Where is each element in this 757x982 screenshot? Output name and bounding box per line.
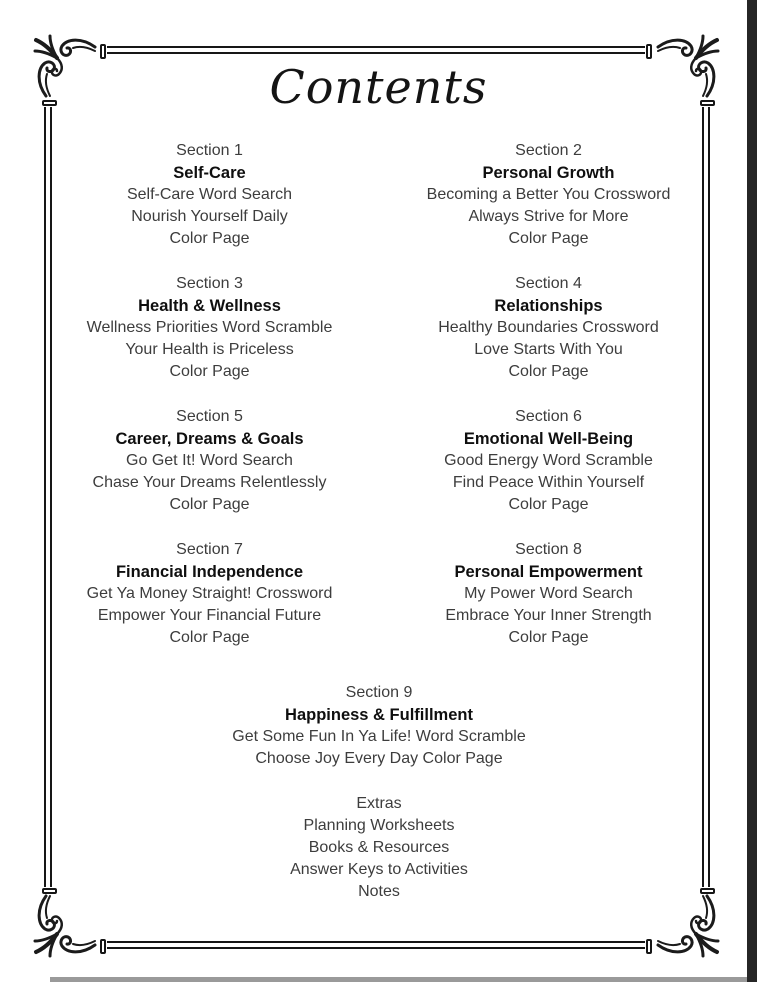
section-label: Section 9 [345,684,413,701]
section-block-9 [40,682,718,770]
section-title: Relationships [494,297,603,315]
toc-item: Color Page [169,230,250,247]
toc-item: Self-Care Word Search [126,186,293,203]
frame-rod-top [107,46,645,54]
toc-item: Healthy Boundaries Crossword [438,319,659,336]
section-title: Personal Empowerment [454,563,643,581]
toc-item: Good Energy Word Scramble [444,452,653,469]
page-edge-bottom [50,977,757,982]
toc-item: Color Page [508,496,589,513]
section-label: Section 3 [176,275,243,292]
toc-item: Wellness Priorities Word Scramble [86,319,333,336]
section-block-7 [40,539,379,649]
section-title: Career, Dreams & Goals [115,430,304,448]
extras-label: Extras [356,795,402,812]
section-block-8 [379,539,718,649]
table-of-contents [40,140,718,903]
page-edge-right [747,0,757,982]
toc-item: Notes [358,883,400,900]
toc-item: Love Starts With You [474,341,623,358]
section-label: Section 4 [515,275,582,292]
toc-item: Get Ya Money Straight! Crossword [86,585,333,602]
section-label: Section 5 [176,408,243,425]
section-block-2 [379,140,718,250]
toc-item: Color Page [508,230,589,247]
toc-item: Color Page [508,629,589,646]
toc-item: Choose Joy Every Day Color Page [255,750,503,767]
toc-item: Color Page [508,363,589,380]
toc-item: Color Page [169,496,250,513]
toc-item: Chase Your Dreams Relentlessly [92,474,327,491]
toc-item: Planning Worksheets [303,817,455,834]
frame-rod-bottom [107,941,645,949]
toc-item: Go Get It! Word Search [126,452,293,469]
section-block-3 [40,273,379,383]
section-block-5 [40,406,379,516]
page-title: Contents [269,60,488,114]
section-title: Emotional Well-Being [463,430,634,448]
toc-item: Nourish Yourself Daily [131,208,288,225]
toc-item: Becoming a Better You Crossword [426,186,671,203]
toc-item: Books & Resources [308,839,450,856]
section-title: Financial Independence [115,563,304,581]
toc-item: My Power Word Search [464,585,633,602]
toc-item: Color Page [169,629,250,646]
toc-item: Find Peace Within Yourself [452,474,645,491]
toc-item: Get Some Fun In Ya Life! Word Scramble [232,728,526,745]
toc-item: Answer Keys to Activities [290,861,468,878]
toc-item: Empower Your Financial Future [97,607,322,624]
toc-item: Your Health is Priceless [125,341,294,358]
section-block-1 [40,140,379,250]
flourish-corner-icon [33,894,97,958]
flourish-corner-icon [656,894,720,958]
section-label: Section 2 [515,142,582,159]
section-title: Personal Growth [482,164,615,182]
section-title: Health & Wellness [138,297,281,315]
extras-block [40,793,718,903]
section-block-4 [379,273,718,383]
section-label: Section 7 [176,541,243,558]
toc-item: Always Strive for More [468,208,629,225]
section-title: Self-Care [173,164,246,182]
section-label: Section 8 [515,541,582,558]
section-block-6 [379,406,718,516]
toc-item: Color Page [169,363,250,380]
section-label: Section 1 [176,142,243,159]
section-label: Section 6 [515,408,582,425]
toc-item: Embrace Your Inner Strength [445,607,652,624]
section-title: Happiness & Fulfillment [285,706,473,724]
